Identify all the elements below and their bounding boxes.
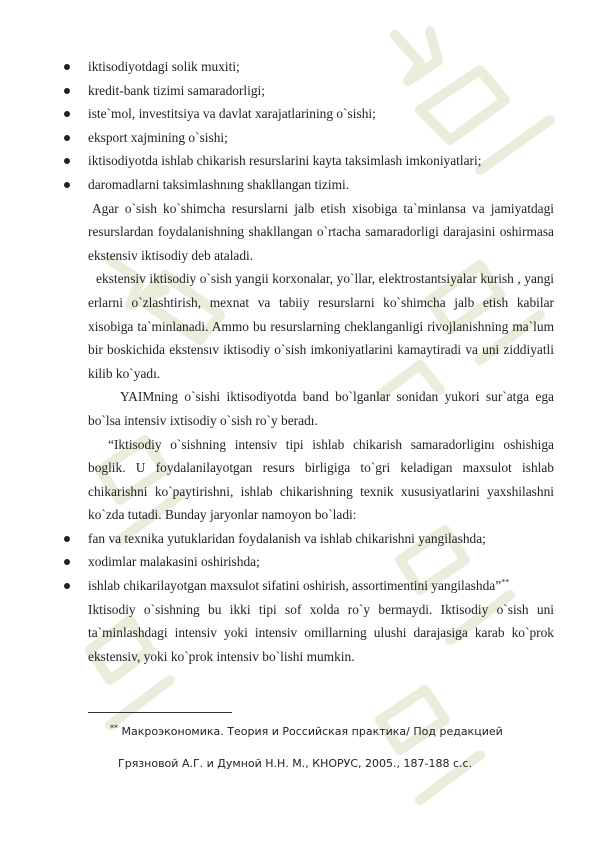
- footnote-line: Грязновой А.Г. и Думной Н.Н. М., КНОРУС, 2005., 187-188 с.с.: [118, 757, 473, 770]
- list-item: xodimlar malakasini oshirishda;: [88, 550, 554, 574]
- list-item: fan va texnika yutuklaridan foydalanish va ishlab chikarishni yangilashda;: [88, 527, 554, 551]
- paragraph: ekstensiv iktisodiy o`sish yangii korxonalar, yo`llar, elektrostantsiyalar kurish , yangi erlarni o`zlashtirish, mexnat va tabiiy resurslarni ko`shimcha jalb etish kabilar xisobiga ta`minlanadi. Ammo bu resurslarning cheklanganligi rivojlanishning ma`lum bir boskichida ekstensıv iktisodiy o`sish imkoniyatlarini kamaytiradi va uni ziddiyatli kilib ko`yadı.: [88, 271, 554, 381]
- footnote-text: Макроэкономика. Теория и Российская практика/ Под редакцией: [121, 725, 503, 738]
- list-item: daromadlarni taksimlashnıng shakllangan tizimi.: [88, 173, 554, 197]
- footnote-reference[interactable]: **: [501, 577, 510, 587]
- list-item: iktisodiyotdagi solik muxiti;: [88, 55, 554, 79]
- list-item: iktisodiyotda ishlab chikarish resurslarini kayta taksimlash imkoniyatlari;: [88, 149, 554, 173]
- footnote-line: [110, 716, 540, 748]
- bullet-list-bottom: [88, 527, 554, 598]
- footnote: [110, 716, 540, 780]
- list-item: [88, 574, 554, 598]
- list-item: iste`mol, investitsiya va davlat xarajatlarining o`sishi;: [88, 102, 554, 126]
- footnote-mark: **: [110, 723, 118, 733]
- paragraph: YAIMning o`sishi iktisodiyotda band bo`lganlar sonidan yukori sur`atga ega bo`lsa intensiv ixtisodiy o`sish ro`y beradı.: [88, 389, 554, 428]
- list-item: eksport xajmining o`sishi;: [88, 126, 554, 150]
- list-item: kredit-bank tizimi samaradorligi;: [88, 79, 554, 103]
- footnote-separator: [88, 712, 232, 713]
- paragraph: “Iktisodiy o`sishning intensiv tipi ishlab chikarish samaradorliginı oshishiga boglik. U foydalanilayotgan resurs birligiga to`gri keladigan maxsulot ishlab chikarishni ko`paytirishni, ishlab chikarishning texnik xususiyatlarini yaxshilashni ko`zda tutadi. Bunday jaryonlar namoyon bo`ladi:: [88, 436, 554, 523]
- paragraph: Agar o`sish ko`shimcha resurslarni jalb etish xisobiga ta`minlansa va jamiyatdagi resurslardan foydalanishning shakllangan o`rtacha samaradorligi darajasini oshirmasa ekstensiv iktisodiy deb ataladi.: [88, 200, 554, 263]
- bullet-list-top: [88, 55, 554, 197]
- page-body: [88, 55, 554, 668]
- paragraph: Iktisodiy o`sishning bu ikki tipi sof xolda ro`y bermaydi. Iktisodiy o`sish uni ta`minlashdagi intensiv yoki intensiv omillarning ulushi darajasiga karab ko`prok ekstensiv, yoki ko`prok intensiv bo`lishi mumkin.: [88, 601, 554, 664]
- list-item-text: ishlab chikarilayotgan maxsulot sifatini oshirish, assortimentini yangilashda”: [88, 578, 502, 594]
